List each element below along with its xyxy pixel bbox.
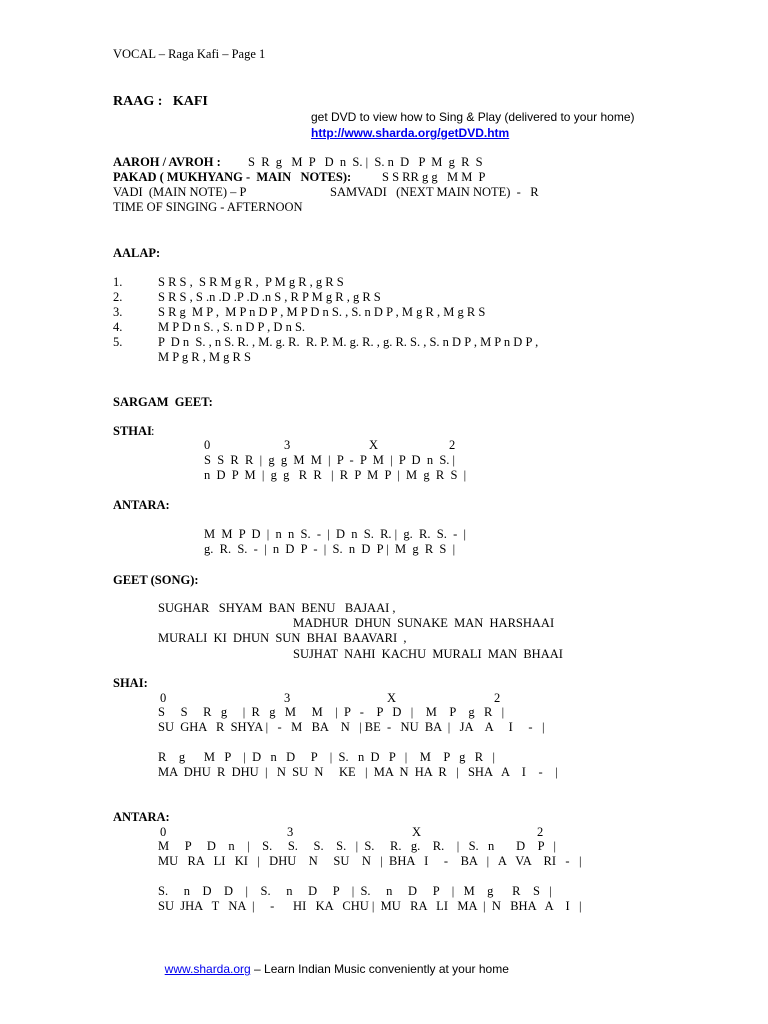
- footer: [158, 947, 509, 977]
- aalap-num: 3.: [113, 305, 123, 319]
- aaroh-label: AAROH / AVROH :: [113, 155, 221, 169]
- notation-line: n D P M | g g R R | R P M P | M g R S |: [204, 468, 467, 482]
- beat-marker: 3: [284, 691, 291, 705]
- sthai-label: STHAI: [113, 424, 152, 438]
- beat-marker: 0: [204, 438, 211, 452]
- raag-title: RAAG : KAFI: [113, 94, 208, 109]
- geet-heading: GEET (SONG):: [113, 573, 199, 587]
- notation-line: g. R. S. - | n D P - | S. n D P | M g R S |: [204, 542, 456, 556]
- aalap-heading: AALAP:: [113, 246, 161, 260]
- aalap-line: M P g R , M g R S: [158, 350, 251, 364]
- lyric-notation-line: MU RA LI KI | DHU N SU N | BHA I - BA | A VA RI - |: [158, 854, 582, 868]
- lyric-line: SUGHAR SHYAM BAN BENU BAJAAI ,: [158, 601, 396, 615]
- footer-text: – Learn Indian Music conveniently at your home: [250, 962, 509, 976]
- aalap-line: M P D n S. , S. n D P , D n S.: [158, 320, 306, 334]
- aalap-num: 4.: [113, 320, 123, 334]
- beat-marker: 2: [449, 438, 456, 452]
- beat-marker: 0: [160, 691, 167, 705]
- lyric-notation-line: MA DHU R DHU | N SU N KE | MA N HA R | SHA A I - |: [158, 765, 558, 779]
- pakad-value: S S RR g g M M P: [382, 170, 486, 184]
- dvd-link[interactable]: http://www.sharda.org/getDVD.htm: [311, 126, 510, 140]
- lyric-line: MURALI KI DHUN SUN BHAI BAAVARI ,: [158, 631, 407, 645]
- beat-marker: X: [369, 438, 379, 452]
- antara-label: ANTARA:: [113, 498, 170, 512]
- aalap-line: S R S , S R M g R , P M g R , g R S: [158, 275, 344, 289]
- beat-marker: X: [387, 691, 397, 705]
- lyric-notation-line: SU JHA T NA | - HI KA CHU | MU RA LI MA | N BHA A I |: [158, 899, 582, 913]
- notation-line: R g M P | D n D P | S. n D P | M P g R |: [158, 750, 496, 764]
- notation-line: S S R g | R g M M | P - P D | M P g R |: [158, 705, 505, 719]
- sthai-colon: :: [151, 424, 155, 438]
- aalap-num: 2.: [113, 290, 123, 304]
- aaroh-value: S R g M P D n S. | S. n D P M g R S: [248, 155, 483, 169]
- beat-marker: X: [412, 825, 422, 839]
- beat-marker: 2: [494, 691, 501, 705]
- footer-link[interactable]: www.sharda.org: [164, 962, 251, 976]
- samvadi-text: SAMVADI (NEXT MAIN NOTE) - R: [330, 185, 539, 199]
- beat-marker: 0: [160, 825, 167, 839]
- beat-marker: 3: [287, 825, 294, 839]
- page-header: VOCAL – Raga Kafi – Page 1: [113, 47, 266, 61]
- lyric-line: MADHUR DHUN SUNAKE MAN HARSHAAI: [293, 616, 555, 630]
- notation-line: M M P D | n n S. - | D n S. R. | g. R. S. - |: [204, 527, 467, 541]
- notation-line: S. n D D | S. n D P | S. n D P | M g R S |: [158, 884, 552, 898]
- aalap-num: 1.: [113, 275, 123, 289]
- lyric-notation-line: SU GHA R SHYA | - M BA N | BE - NU BA | JA A I - |: [158, 720, 545, 734]
- antara2-label: ANTARA:: [113, 810, 170, 824]
- dvd-promo-text: get DVD to view how to Sing & Play (delivered to your home): [311, 110, 635, 124]
- aalap-line: S R S , S .n .D .P .D .n S , R P M g R , g R S: [158, 290, 381, 304]
- notation-line: S S R R | g g M M | P - P M | P D n S. |: [204, 453, 456, 467]
- sargam-heading: SARGAM GEET:: [113, 395, 213, 409]
- lyric-line: SUJHAT NAHI KACHU MURALI MAN BHAAI: [293, 647, 563, 661]
- vadi-text: VADI (MAIN NOTE) – P: [113, 185, 247, 199]
- aalap-num: 5.: [113, 335, 123, 349]
- beat-marker: 3: [284, 438, 291, 452]
- shai-label: SHAI:: [113, 676, 148, 690]
- time-of-singing: TIME OF SINGING - AFTERNOON: [113, 200, 303, 214]
- aalap-line: S R g M P , M P n D P , M P D n S. , S. n D P , M g R , M g R S: [158, 305, 486, 319]
- pakad-label: PAKAD ( MUKHYANG - MAIN NOTES):: [113, 170, 352, 184]
- aalap-line: P D n S. , n S. R. , M. g. R. R. P. M. g. R. , g. R. S. , S. n D P , M P n D P ,: [158, 335, 539, 349]
- notation-line: M P D n | S. S. S. S. | S. R. g. R. | S. n D P |: [158, 839, 557, 853]
- beat-marker: 2: [537, 825, 544, 839]
